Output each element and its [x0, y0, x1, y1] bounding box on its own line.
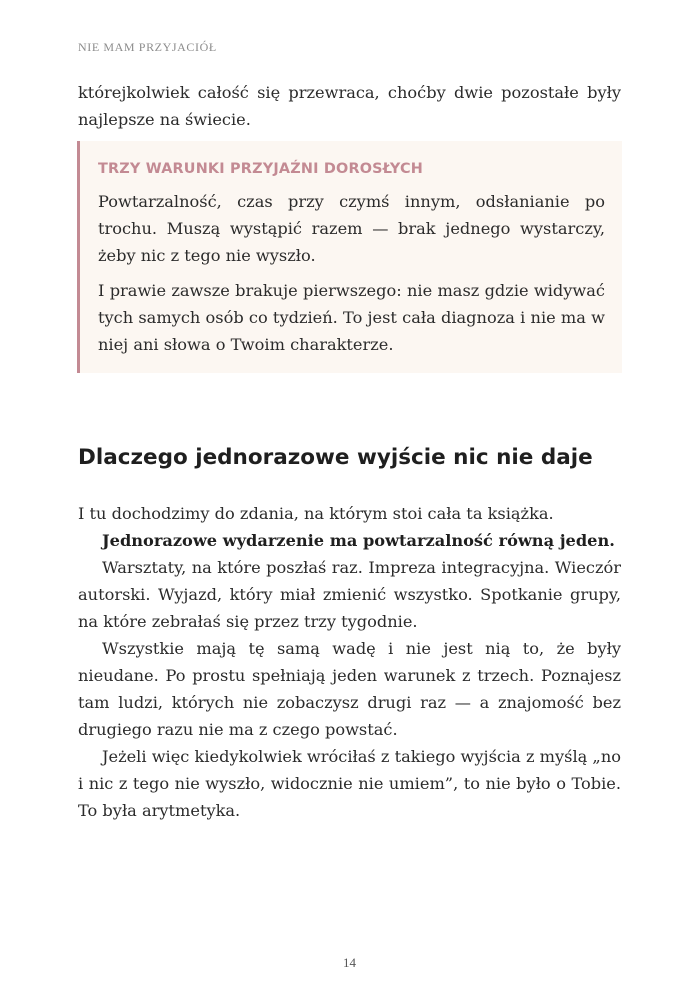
body-paragraph-bold: Jednorazowe wydarzenie ma powtarzalność równą jeden. [102, 531, 615, 550]
body-paragraph-1: I tu dochodzimy do zdania, na którym stoi cała ta książka. [78, 504, 554, 523]
opening-paragraph: którejkolwiek całość się przewraca, choćby dwie pozostałe były najlepsze na świecie. [78, 83, 621, 129]
sidebar-paragraph-2: I prawie zawsze brakuje pierwszego: nie masz gdzie widywać tych samych osób co tydzień. To jest cała diagnoza i nie ma w niej ani słowa o Twoim charakterze. [98, 281, 605, 354]
body-paragraph-3: Warsztaty, na które poszłaś raz. Impreza integracyjna. Wieczór autorski. Wyjazd, który miał zmienić wszystko. Spotkanie grupy, na które zebrałaś się przez trzy tygodnie. [78, 558, 621, 631]
sidebar-paragraph-1: Powtarzalność, czas przy czymś innym, odsłanianie po trochu. Muszą wystąpić razem — brak jednego wystarczy, żeby nic z tego nie wyszło. [98, 192, 605, 265]
sidebar-title: TRZY WARUNKI PRZYJAŹNI DOROSŁYCH [98, 161, 424, 177]
page-number: 14 [343, 955, 356, 970]
running-head: NIE MAM PRZYJACIÓŁ [78, 40, 217, 54]
sidebar-box [77, 141, 622, 373]
body-paragraph-5: Jeżeli więc kiedykolwiek wróciłaś z takiego wyjścia z myślą „no i nic z tego nie wyszło, widocznie nie umiem”, to nie było o Tobie. To była arytmetyka. [78, 747, 621, 820]
section-heading: Dlaczego jednorazowe wyjście nic nie daje [78, 445, 593, 470]
body-paragraph-4: Wszystkie mają tę samą wadę i nie jest nią to, że były nieudane. Po prostu spełniają jeden warunek z trzech. Poznajesz tam ludzi, których nie zobaczysz drugi raz — a znajomość bez drugiego razu nie ma z czego powstać. [78, 639, 621, 739]
section-body [78, 500, 621, 824]
